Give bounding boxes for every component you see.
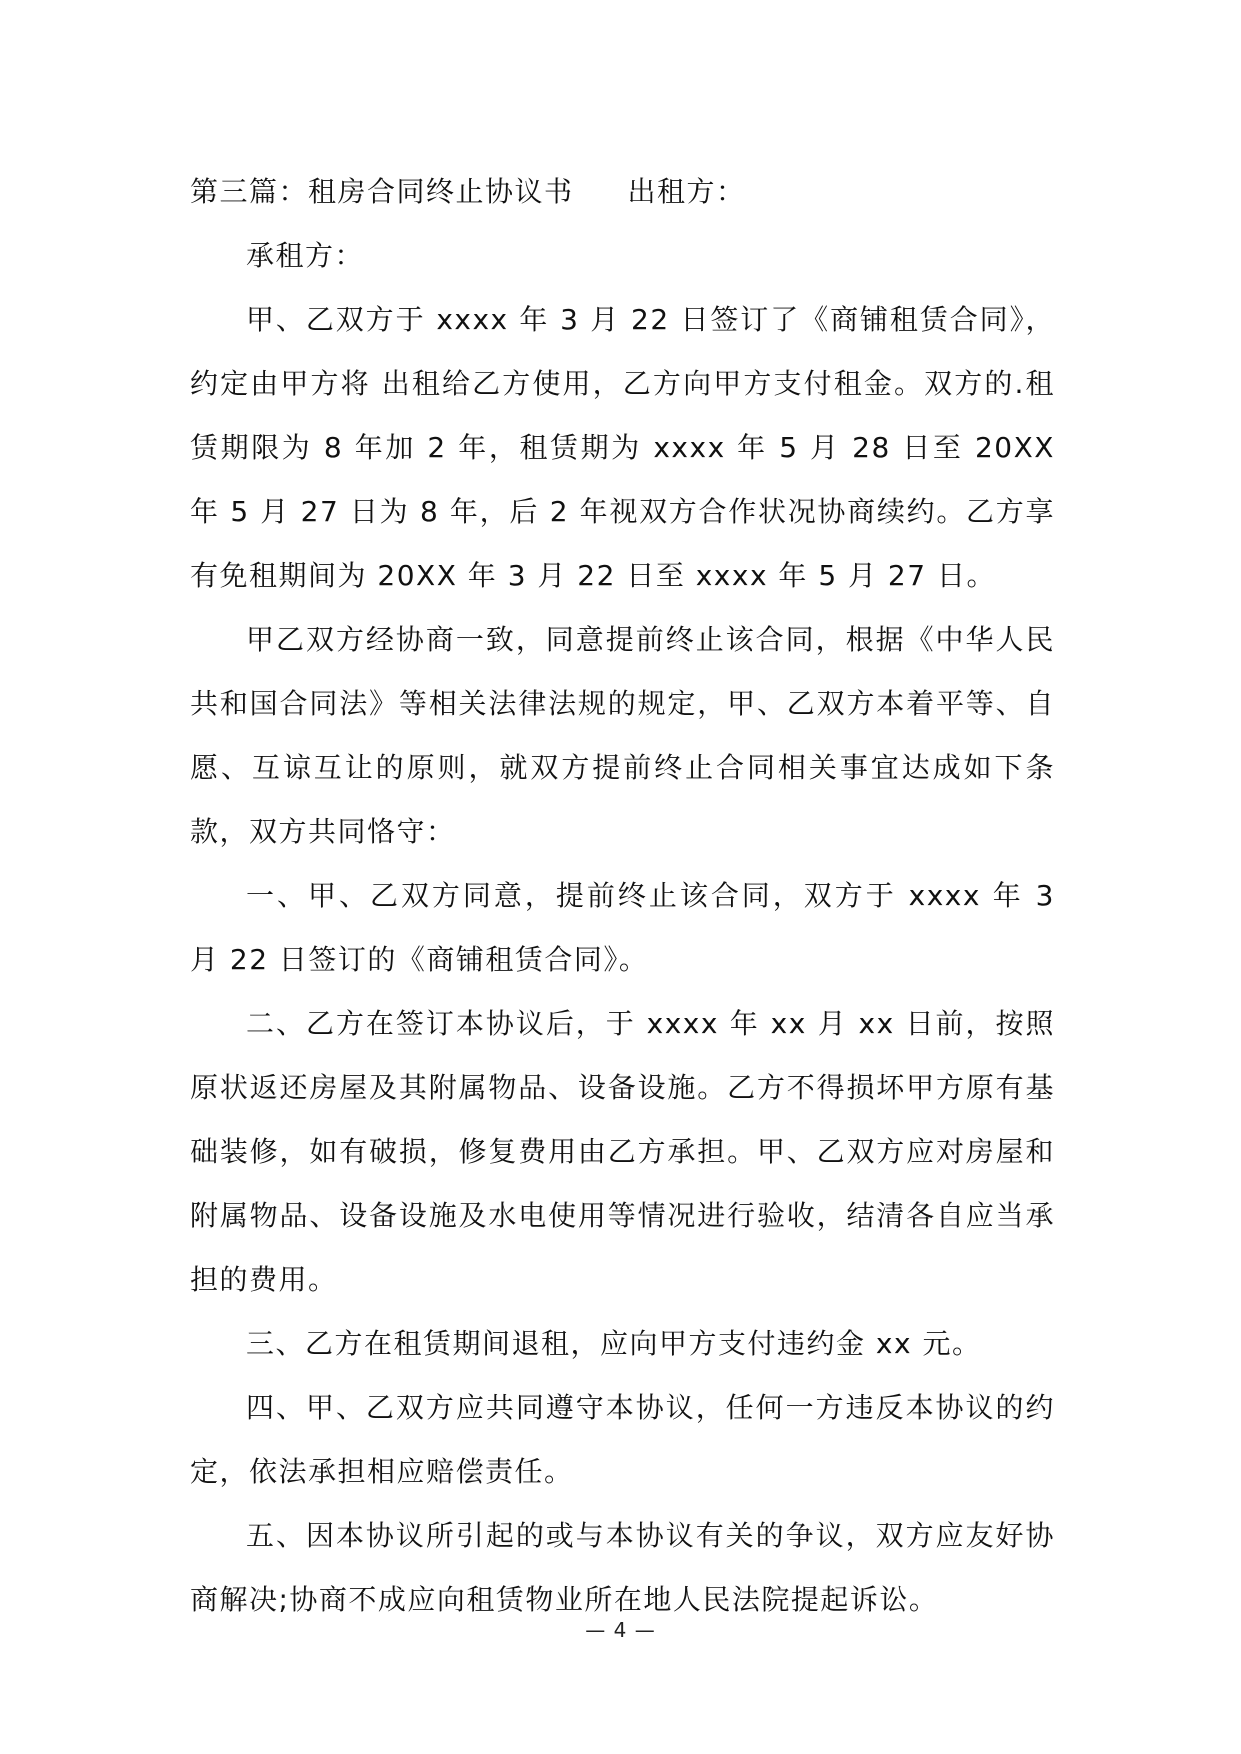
clause-3: 三、乙方在租赁期间退租，应向甲方支付违约金 xx 元。 xyxy=(246,1327,982,1360)
page-number: — 4 — xyxy=(585,1618,656,1642)
paragraph-agreement-intro: 甲乙双方经协商一致，同意提前终止该合同，根据《中华人民共和国合同法》等相关法律法规的规定，甲、乙双方本着平等、自愿、互谅互让的原则，就双方提前终止合同相关事宜达成如下条款，双方共同恪守： xyxy=(190,623,1055,848)
document-body xyxy=(190,160,1055,1632)
lessee-label: 承租方： xyxy=(246,239,365,272)
document-title: 第三篇：租房合同终止协议书 xyxy=(190,175,574,208)
paragraph-lease-background: 甲、乙双方于 xxxx 年 3 月 22 日签订了《商铺租赁合同》，约定由甲方将 出租给乙方使用，乙方向甲方支付租金。双方的.租赁期限为 8 年加 2 年，租赁期为 xxxx 年 5 月 28 日至 20XX 年 5 月 27 日为 8 年，后 2 年视双方合作状况协商续约。乙方享有免租期间为 20XX 年 3 月 22 日至 xxxx 年 5 月 27 日。 xyxy=(190,303,1055,592)
heading-line xyxy=(190,160,1055,224)
clause-1: 一、甲、乙双方同意，提前终止该合同，双方于 xxxx 年 3 月 22 日签订的《商铺租赁合同》。 xyxy=(190,879,1055,976)
clause-4: 四、甲、乙双方应共同遵守本协议，任何一方违反本协议的约定，依法承担相应赔偿责任。 xyxy=(190,1391,1055,1488)
lessor-label: 出租方： xyxy=(627,175,746,208)
clause-5: 五、因本协议所引起的或与本协议有关的争议，双方应友好协商解决;协商不成应向租赁物业所在地人民法院提起诉讼。 xyxy=(190,1519,1055,1616)
clause-2: 二、乙方在签订本协议后，于 xxxx 年 xx 月 xx 日前，按照原状返还房屋及其附属物品、设备设施。乙方不得损坏甲方原有基础装修，如有破损，修复费用由乙方承担。甲、乙双方应对房屋和附属物品、设备设施及水电使用等情况进行验收，结清各自应当承担的费用。 xyxy=(190,1007,1055,1296)
